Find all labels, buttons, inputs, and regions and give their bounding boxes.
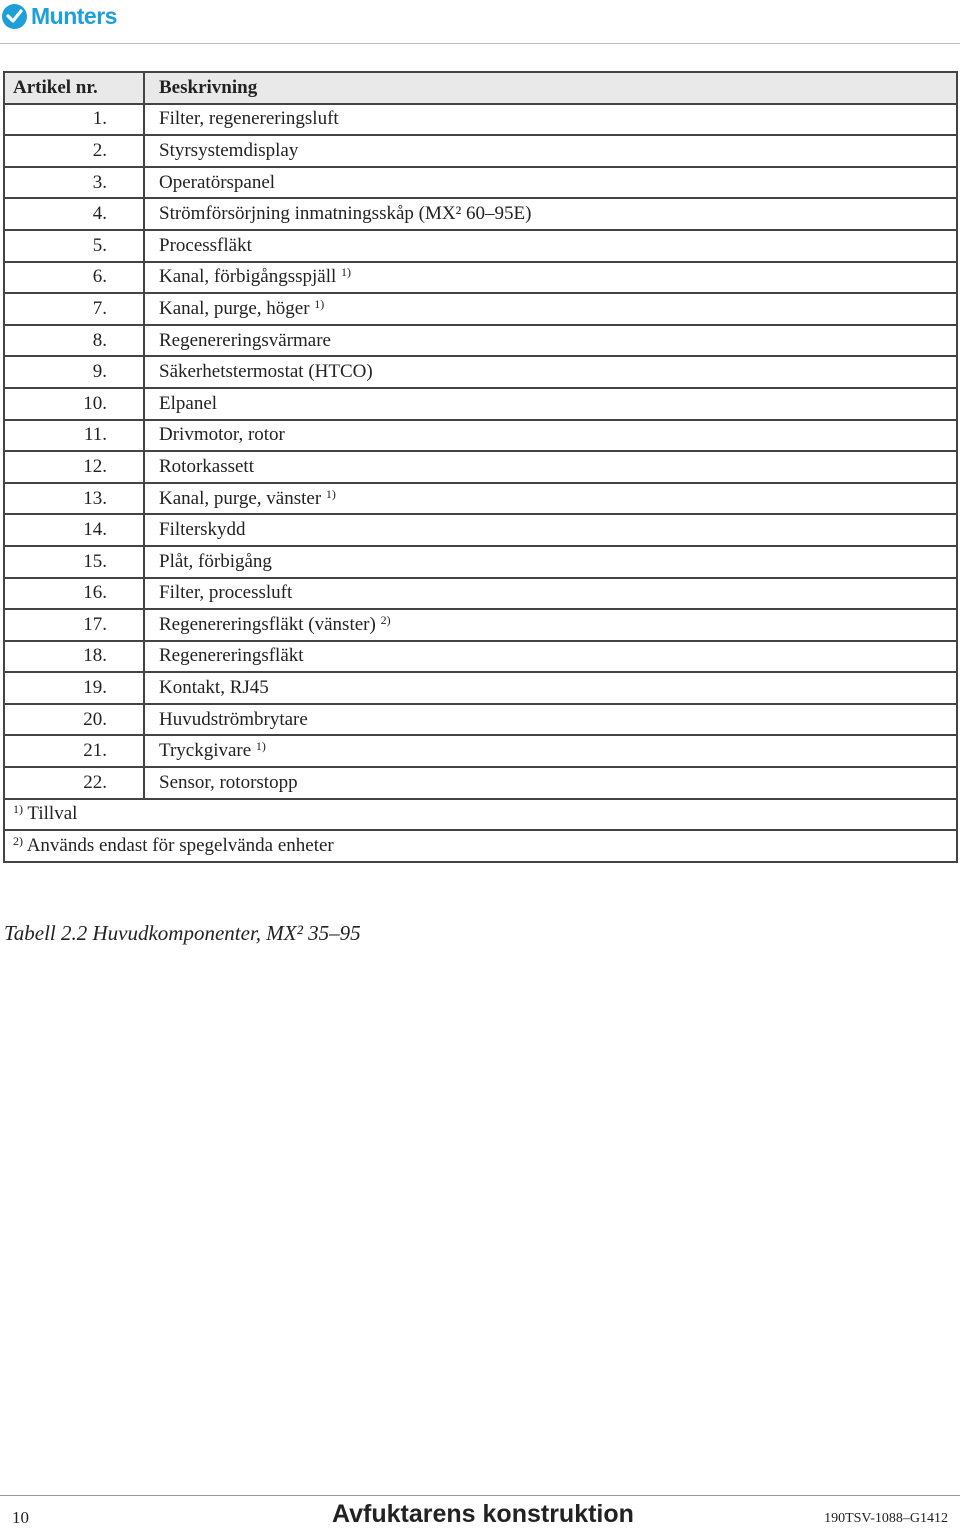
item-number: 6.: [4, 262, 144, 294]
item-description: Regenereringsfläkt: [159, 645, 304, 667]
table-row: [4, 388, 957, 420]
item-description-cell: [144, 293, 957, 325]
table-row: [4, 293, 957, 325]
item-description: Processfläkt: [159, 234, 252, 256]
footnote-marker: 1): [13, 802, 23, 817]
table-row: [4, 735, 957, 767]
table-row: [4, 578, 957, 610]
item-number: 13.: [4, 483, 144, 515]
document-code: 190TSV-1088–G1412: [824, 1511, 948, 1526]
item-description-cell: [144, 578, 957, 610]
item-description-cell: [144, 198, 957, 230]
table-header-row: [4, 72, 957, 104]
item-description: Kanal, purge, vänster: [159, 487, 322, 509]
item-description-cell: [144, 135, 957, 167]
table-row: [4, 420, 957, 452]
item-description: Sensor, rotorstopp: [159, 771, 298, 793]
item-description: Huvudströmbrytare: [159, 708, 308, 730]
footnote-marker: 2): [13, 834, 23, 849]
item-number: 8.: [4, 325, 144, 357]
item-description-cell: [144, 420, 957, 452]
item-number: 18.: [4, 641, 144, 673]
item-number: 19.: [4, 672, 144, 704]
item-description: Elpanel: [159, 392, 218, 414]
item-description: Kanal, förbigångsspjäll: [159, 266, 337, 288]
table-row: [4, 704, 957, 736]
item-number: 22.: [4, 767, 144, 799]
item-number: 7.: [4, 293, 144, 325]
item-number: 1.: [4, 104, 144, 136]
footnote-row: [4, 799, 957, 831]
item-description-cell: [144, 704, 957, 736]
item-description-cell: [144, 325, 957, 357]
footnote-marker: 1): [255, 739, 266, 754]
item-number: 12.: [4, 451, 144, 483]
column-header-number: Artikel nr.: [4, 72, 144, 104]
munters-logo: [2, 2, 117, 30]
item-number: 4.: [4, 198, 144, 230]
item-description: Operatörspanel: [159, 171, 276, 193]
item-number: 14.: [4, 514, 144, 546]
footnote-cell: [4, 830, 957, 862]
footer-divider: [0, 1495, 960, 1496]
item-number: 5.: [4, 230, 144, 262]
item-description: Filter, processluft: [159, 582, 293, 604]
table-row: [4, 325, 957, 357]
table-row: [4, 483, 957, 515]
header-divider: [0, 43, 960, 44]
table-row: [4, 672, 957, 704]
item-description-cell: [144, 514, 957, 546]
item-description: Tryckgivare: [159, 740, 252, 762]
page-number: 10: [12, 1508, 29, 1527]
item-number: 17.: [4, 609, 144, 641]
item-description: Filterskydd: [159, 519, 246, 541]
table-body: [4, 104, 957, 862]
item-description-cell: [144, 483, 957, 515]
table-row: [4, 198, 957, 230]
footnote-marker: 2): [380, 612, 391, 627]
item-description-cell: [144, 451, 957, 483]
item-number: 21.: [4, 735, 144, 767]
item-number: 16.: [4, 578, 144, 610]
footnote-marker: 1): [325, 486, 336, 501]
column-header-description: Beskrivning: [144, 72, 957, 104]
item-description: Drivmotor, rotor: [159, 424, 285, 446]
item-description-cell: [144, 609, 957, 641]
table-row: [4, 767, 957, 799]
item-number: 3.: [4, 167, 144, 199]
item-description-cell: [144, 388, 957, 420]
footnote-marker: 1): [341, 265, 352, 280]
item-description-cell: [144, 546, 957, 578]
table-row: [4, 609, 957, 641]
item-description-cell: [144, 735, 957, 767]
item-number: 20.: [4, 704, 144, 736]
logo-text: Munters: [31, 2, 117, 29]
table-row: [4, 641, 957, 673]
table-row: [4, 230, 957, 262]
item-description: Strömförsörjning inmatningsskåp (MX² 60–95E): [159, 203, 532, 225]
table-row: [4, 546, 957, 578]
item-description-cell: [144, 672, 957, 704]
item-description: Säkerhetstermostat (HTCO): [159, 361, 373, 383]
item-description-cell: [144, 104, 957, 136]
item-description: Styrsystemdisplay: [159, 139, 299, 161]
item-description: Rotorkassett: [159, 455, 254, 477]
item-number: 10.: [4, 388, 144, 420]
item-description-cell: [144, 167, 957, 199]
footnote-text: Tillval: [27, 803, 78, 825]
footnote-marker: 1): [314, 296, 325, 311]
item-description-cell: [144, 230, 957, 262]
item-description-cell: [144, 262, 957, 294]
footnote-row: [4, 830, 957, 862]
item-description: Filter, regenereringsluft: [159, 108, 339, 130]
item-description-cell: [144, 767, 957, 799]
item-description: Kanal, purge, höger: [159, 297, 310, 319]
item-description: Regenereringsfläkt (vänster): [159, 613, 376, 635]
item-description: Plåt, förbigång: [159, 550, 272, 572]
table-caption: Tabell 2.2 Huvudkomponenter, MX² 35–95: [4, 921, 361, 945]
table-row: [4, 356, 957, 388]
item-number: 11.: [4, 420, 144, 452]
footer-chapter-title: Avfuktarens konstruktion: [332, 1500, 634, 1528]
item-number: 15.: [4, 546, 144, 578]
item-description-cell: [144, 641, 957, 673]
footnote-text: Används endast för spegelvända enheter: [26, 835, 334, 857]
table-row: [4, 514, 957, 546]
table-row: [4, 262, 957, 294]
table-row: [4, 451, 957, 483]
table-row: [4, 135, 957, 167]
item-description: Regenereringsvärmare: [159, 329, 331, 351]
components-table: [3, 71, 958, 863]
table-row: [4, 167, 957, 199]
item-description: Kontakt, RJ45: [159, 677, 269, 699]
item-description-cell: [144, 356, 957, 388]
footnote-cell: [4, 799, 957, 831]
item-number: 2.: [4, 135, 144, 167]
item-number: 9.: [4, 356, 144, 388]
munters-check-icon: [2, 4, 27, 29]
table-row: [4, 104, 957, 136]
